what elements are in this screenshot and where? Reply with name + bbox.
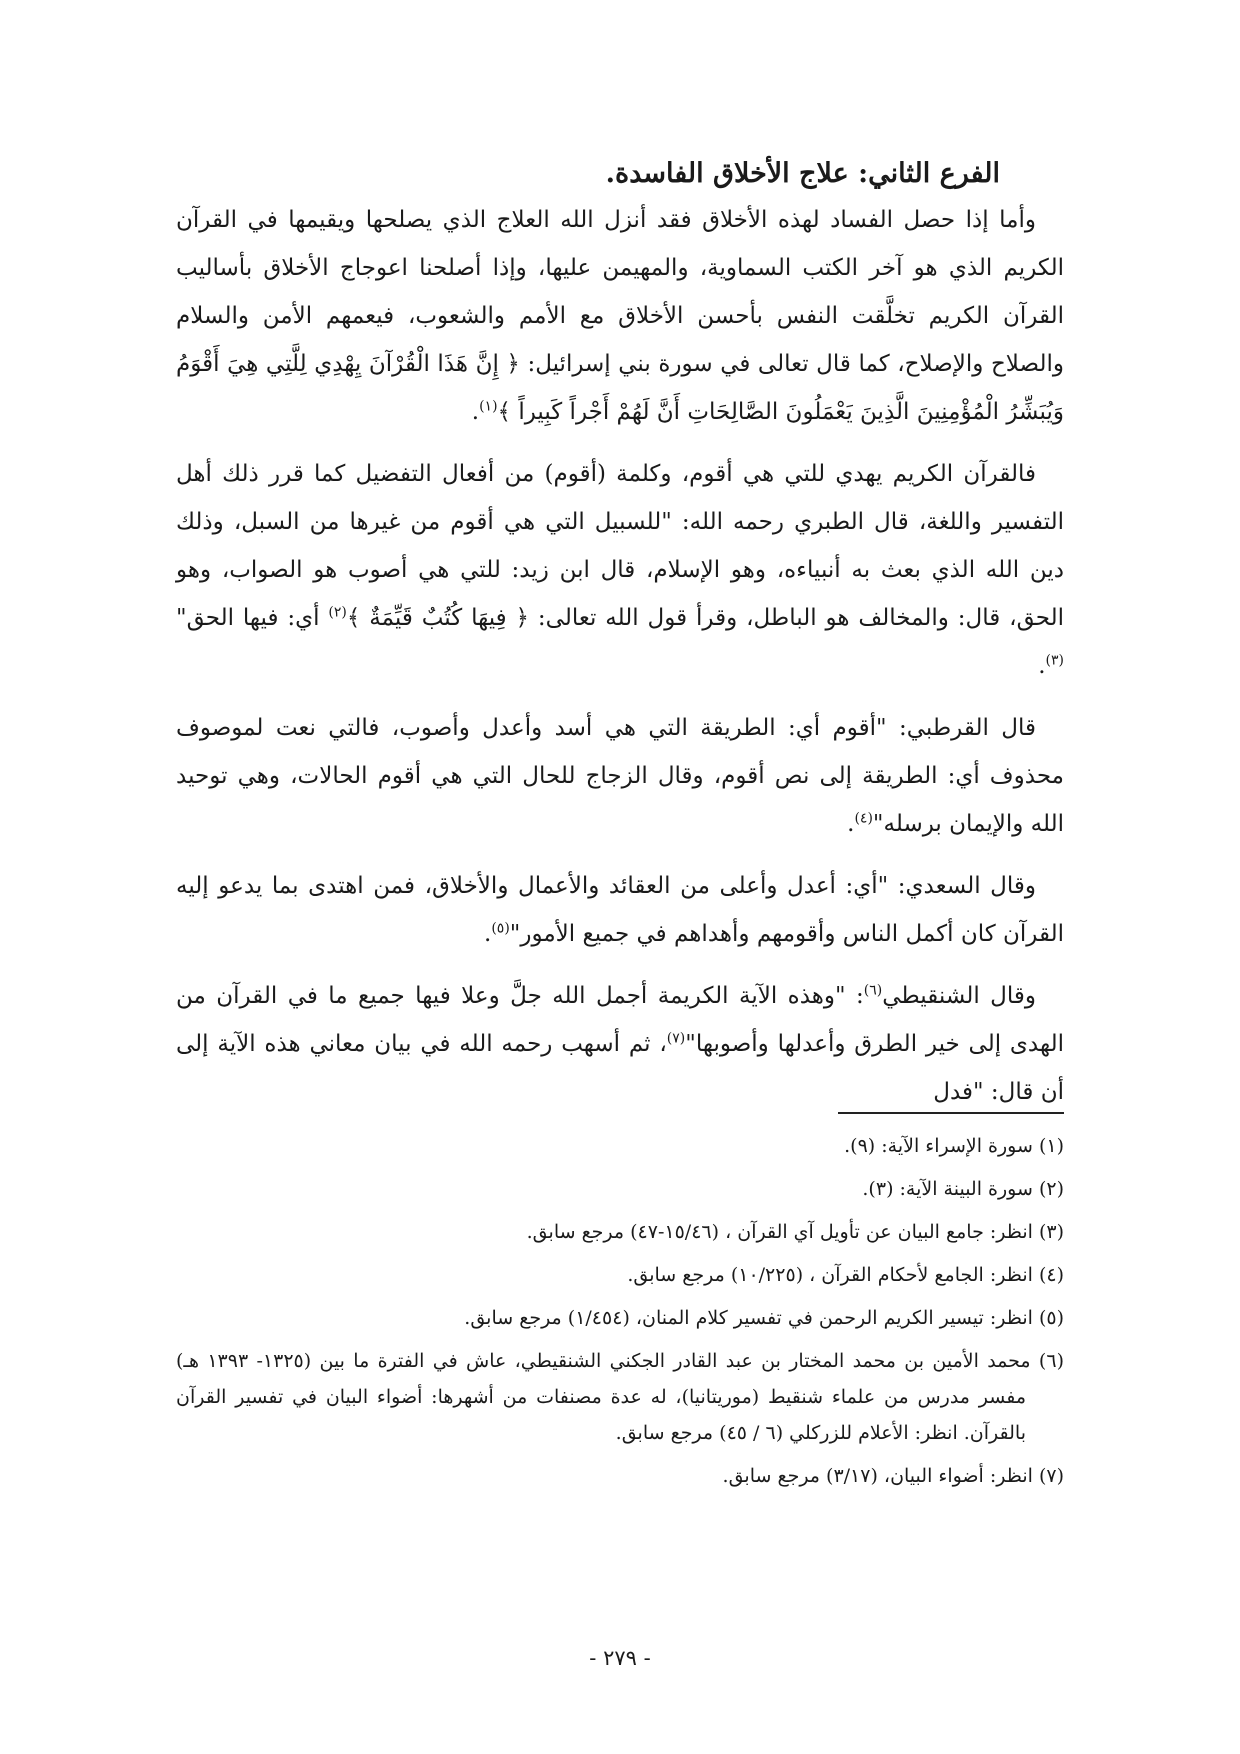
footnote-item: (٤) انظر: الجامع لأحكام القرآن ، (١٠/٢٢٥) مرجع سابق. bbox=[627, 1264, 1064, 1286]
footnote-item: (٣) انظر: جامع البيان عن تأويل آي القرآن ، (١٥/٤٦-٤٧) مرجع سابق. bbox=[526, 1221, 1064, 1243]
paragraph-3 bbox=[176, 704, 1064, 848]
paragraph-text: . bbox=[484, 921, 492, 947]
paragraph-1 bbox=[176, 196, 1064, 436]
footnote-ref: (٣) bbox=[1045, 652, 1064, 669]
footnote-ref: (١) bbox=[479, 398, 498, 415]
paragraph-text: . bbox=[1038, 653, 1046, 679]
footnote-item: (٥) انظر: تيسير الكريم الرحمن في تفسير كلام المنان، (١/٤٥٤) مرجع سابق. bbox=[464, 1307, 1064, 1329]
paragraph-text: أي: فيها الحق" bbox=[176, 605, 329, 631]
footnote-ref: (٧) bbox=[666, 1030, 686, 1047]
page-number: - ٢٧٩ - bbox=[589, 1646, 651, 1670]
paragraph-5 bbox=[176, 972, 1064, 1116]
paragraph-text: . bbox=[847, 811, 855, 837]
main-text bbox=[176, 196, 1064, 1130]
paragraph-text: وأما إذا حصل الفساد لهذه الأخلاق فقد أنزل الله العلاج الذي يصلحها ويقيمها في القرآن الكريم الذي هو آخر الكتب السماوية، والمهيمن عليها، وإذا أصلحنا اعوجاج الأخلاق بأساليب القرآن الكريم تخلَّقت النفس بأحسن الأخلاق مع الأمم والشعوب، فيعمهم الأمن والسلام والصلاح والإصلاح، كما قال تعالى في سورة بني إسرائيل: bbox=[176, 207, 1064, 377]
paragraph-text: وقال السعدي: "أي: أعدل وأعلى من العقائد والأعمال والأخلاق، فمن اهتدى بما يدعو إليه القرآن كان أكمل الناس وأقومهم وأهداهم في جميع الأمور" bbox=[176, 873, 1064, 947]
paragraph-text: فالقرآن الكريم يهدي للتي هي أقوم، وكلمة (أقوم) من أفعال التفضيل كما قرر ذلك أهل التفسير واللغة، قال الطبري رحمه الله: "للسبيل التي هي أقوم من غيرها من السبل، وذلك دين الله الذي بعث به أنبياءه، وهو الإسلام، قال ابن زيد: للتي هي أصوب هو الصواب، وهو الحق، قال: والمخالف هو الباطل، وقرأ قول الله تعالى: bbox=[176, 461, 1064, 631]
footnote-item: (٢) سورة البينة الآية: (٣). bbox=[862, 1178, 1064, 1200]
quran-verse: ﴿ إِنَّ هَذَا الْقُرْآنَ يِهْدِي لِلَّتِي هِيَ أَقْوَمُ وَيُبَشِّرُ الْمُؤْمِنِينَ الَّذِينَ يَعْمَلُونَ الصَّالِحَاتِ أَنَّ لَهُمْ أَجْراً كَبِيراً ﴾ bbox=[176, 351, 1064, 425]
footnote-item: (١) سورة الإسراء الآية: (٩). bbox=[844, 1135, 1064, 1157]
footnote-ref: (٢) bbox=[328, 604, 347, 621]
footnote-ref: (٤) bbox=[854, 810, 873, 827]
paragraph-text: : "وهذه الآية الكريمة أجمل الله جلَّ وعلا فيها جميع ما في القرآن من الهدى إلى خير الطرق وأعدلها وأصوبها" bbox=[176, 983, 1064, 1057]
paragraph-4 bbox=[176, 862, 1064, 958]
section-heading: الفرع الثاني: علاج الأخلاق الفاسدة. bbox=[605, 158, 1000, 189]
footnote-item: (٧) انظر: أضواء البيان، (٣/١٧) مرجع سابق. bbox=[722, 1465, 1064, 1487]
quran-verse: ﴿ فِيهَا كُتُبٌ قَيِّمَةٌ ﴾ bbox=[346, 605, 530, 631]
footnote-ref: (٦) bbox=[863, 982, 883, 999]
footnote-ref: (٥) bbox=[491, 920, 510, 937]
paragraph-text: قال القرطبي: "أقوم أي: الطريقة التي هي أسد وأعدل وأصوب، فالتي نعت لموصوف محذوف أي: الطريقة إلى نص أقوم، وقال الزجاج للحال التي هي أقوم الحالات، وهي توحيد الله والإيمان برسله" bbox=[176, 715, 1064, 837]
paragraph-text: ، ثم أسهب رحمه الله في بيان معاني هذه الآية إلى أن قال: "فدل bbox=[176, 1031, 1064, 1105]
paragraph-text: وقال الشنقيطي bbox=[882, 983, 1036, 1009]
footnotes-list bbox=[176, 1128, 1064, 1501]
paragraph-2 bbox=[176, 450, 1064, 690]
footnote-item: (٦) محمد الأمين بن محمد المختار بن عبد القادر الجكني الشنقيطي، عاش في الفترة ما بين (١٣٢٥- ١٣٩٣ هـ) مفسر مدرس من علماء شنقيط (موريتانيا)، له عدة مصنفات من أشهرها: أضواء البيان في تفسير القرآن بالقرآن. انظر: الأعلام للزركلي (٦ / ٤٥) مرجع سابق. bbox=[176, 1350, 1064, 1444]
paragraph-text: . bbox=[471, 399, 480, 425]
footnote-divider bbox=[838, 1112, 1064, 1114]
